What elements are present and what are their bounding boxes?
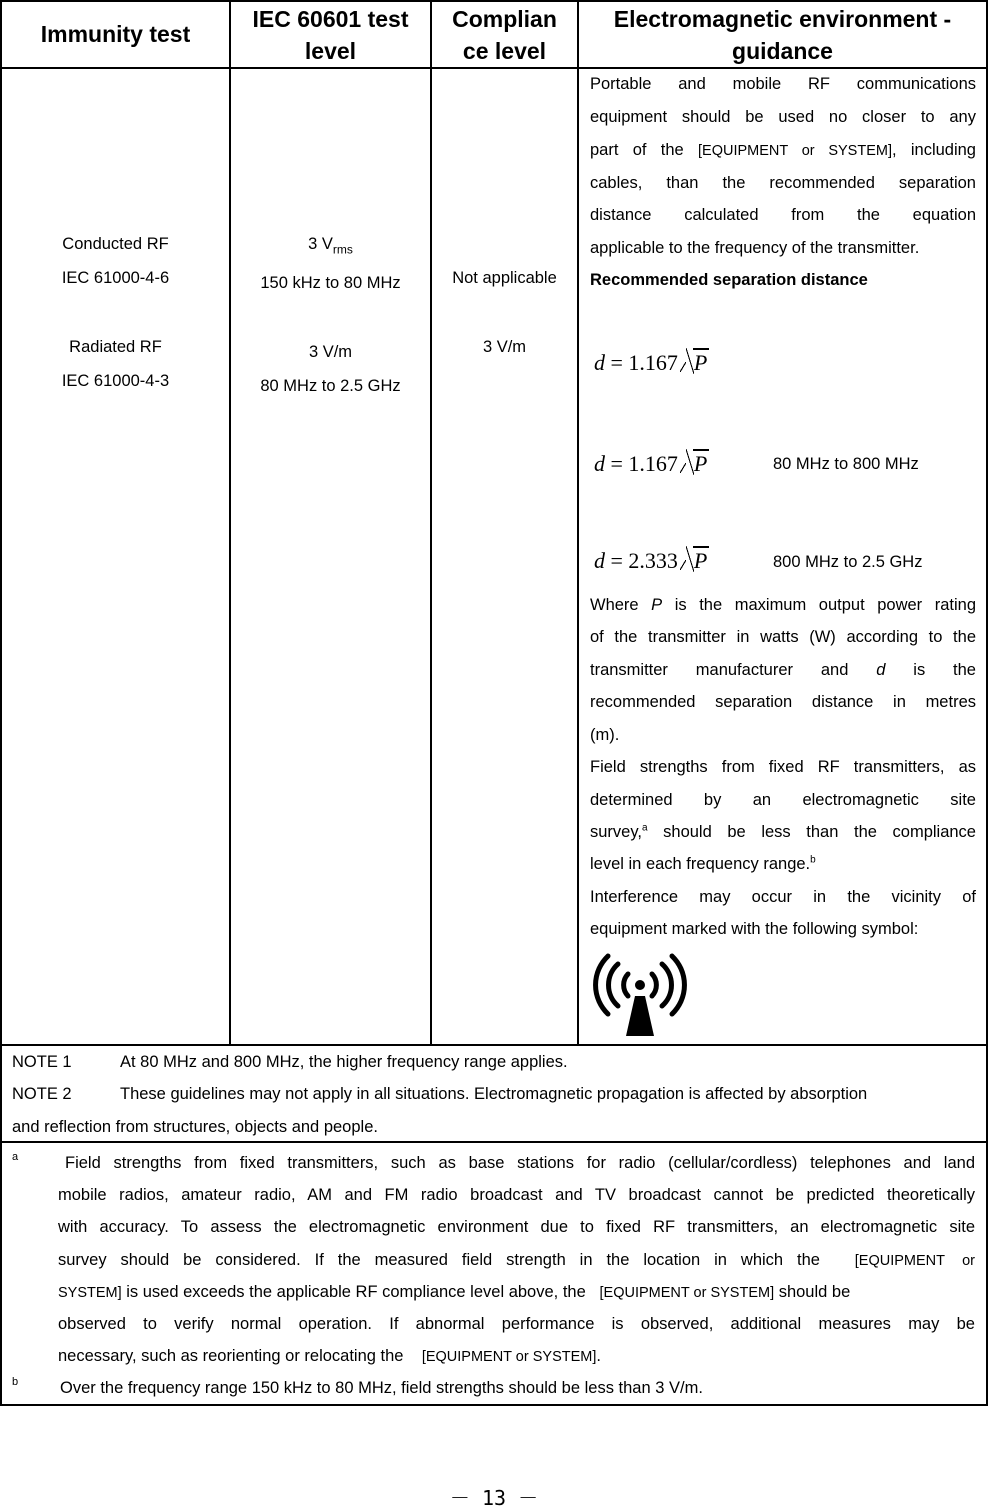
note-2-continuation: and reflection from structures, objects and people. <box>12 1118 378 1136</box>
equipment-system-placeholder: [EQUIPMENT or SYSTEM] <box>599 1285 775 1301</box>
equipment-system-placeholder: SYSTEM] <box>58 1285 122 1301</box>
equation-2: d = 1.167 P <box>594 451 708 476</box>
immunity-test-cell <box>2 227 229 398</box>
col-divider-1 <box>229 0 231 1046</box>
col-divider-2 <box>430 0 432 1046</box>
header-compliance-level <box>432 3 577 67</box>
footnote-a-line3: with accuracy. To assess the electromagnetic environment due to fixed RF transmitters, an electromagnetic site <box>58 1218 975 1236</box>
where-line3-var: d <box>876 661 886 679</box>
guidance-intro-line4: cables, than the recommended separation <box>590 174 976 192</box>
guidance-intro-line6: applicable to the frequency of the transmitter. <box>590 239 920 257</box>
guidance-intro-part-post: , including <box>891 141 976 159</box>
header-immunity-test: Immunity test <box>40 21 191 47</box>
footnote-a-line4 <box>58 1251 975 1270</box>
conducted-rf-label: Conducted RF <box>62 235 169 253</box>
where-line1-pre: Where <box>590 596 652 614</box>
note-2-text: These guidelines may not apply in all situations. Electromagnetic propagation is affected by absorption <box>120 1085 868 1103</box>
header-compliance-line1: Complian <box>452 6 557 32</box>
guidance-intro-part-pre: part of the <box>590 141 698 159</box>
equation-3-coef: 2.333 <box>628 548 678 573</box>
table-bottom-border <box>0 1404 988 1406</box>
guidance-intro-line2: equipment should be used no closer to any <box>590 108 976 126</box>
where-line4: recommended separation distance in metres <box>590 693 976 711</box>
footnote-a-line2: mobile radios, amateur radio, AM and FM radio broadcast and TV broadcast cannot be predicted theoretically <box>58 1186 975 1204</box>
footnote-a-line5-post: should be <box>774 1283 851 1301</box>
recommended-distance-heading: Recommended separation distance <box>590 271 868 289</box>
note-2-label: NOTE 2 <box>12 1085 72 1103</box>
header-test-level <box>231 3 430 67</box>
footnote-a-line6: observed to verify normal operation. If abnormal performance is observed, additional measures may be <box>58 1315 975 1333</box>
equation-2-var: d <box>594 451 605 476</box>
header-test-level-line2: level <box>304 38 357 64</box>
where-line5: (m). <box>590 726 620 744</box>
footnote-a-line7-pre: necessary, such as reorienting or relocating the <box>58 1347 404 1365</box>
equation-1: d = 1.167 P <box>594 350 708 375</box>
header-guidance-line2: guidance <box>732 38 833 64</box>
header-test-level-line1: IEC 60601 test <box>252 6 409 32</box>
footnote-a-line5-mid: is used exceeds the applicable RF compliance level above, the <box>121 1283 586 1301</box>
footnote-b-ref: b <box>810 854 816 866</box>
non-ionizing-radiation-icon <box>590 952 690 1038</box>
footnote-a-line7 <box>58 1347 601 1366</box>
field-line1: Field strengths from fixed RF transmitters, as <box>590 758 976 776</box>
equation-2-radicand: P <box>693 451 708 476</box>
sqrt-icon <box>680 350 707 376</box>
table-left-border <box>0 0 2 1406</box>
radiated-rf-label: Radiated RF <box>69 338 162 356</box>
note-1-label: NOTE 1 <box>12 1053 72 1071</box>
radiated-test-level: 3 V/m <box>308 343 353 362</box>
conducted-test-range: 150 kHz to 80 MHz <box>260 274 401 293</box>
sqrt-icon <box>680 548 707 574</box>
footnote-a-line7-post: . <box>596 1347 601 1365</box>
interference-line1: Interference may occur in the vicinity of <box>590 888 976 906</box>
conducted-test-level-subscript: rms <box>332 242 353 257</box>
sqrt-icon <box>680 451 707 477</box>
where-line2: of the transmitter in watts (W) according to the <box>590 628 976 646</box>
field-line2: determined by an electromagnetic site <box>590 791 976 809</box>
equipment-system-placeholder: [EQUIPMENT or SYSTEM] <box>421 1349 597 1365</box>
equation-1-coef: 1.167 <box>628 350 678 375</box>
footnote-a-line4-text: survey should be considered. If the measured field strength in the location in which the <box>58 1251 820 1269</box>
equation-2-range: 80 MHz to 800 MHz <box>773 455 919 473</box>
footnote-a-line1: Field strengths from fixed transmitters, such as base stations for radio (cellular/cordless) telephones and land <box>65 1154 975 1172</box>
footnote-a-ref: a <box>641 822 648 834</box>
field-line4 <box>590 855 976 874</box>
header-bottom-border <box>0 67 988 69</box>
footnote-b-text: Over the frequency range 150 kHz to 80 MHz, field strengths should be less than 3 V/m. <box>60 1379 703 1397</box>
equipment-system-placeholder: [EQUIPMENT or SYSTEM] <box>698 143 892 159</box>
note-1 <box>12 1046 72 1078</box>
guidance-intro-line1: Portable and mobile RF communications <box>590 75 976 93</box>
where-line3-pre: transmitter manufacturer and <box>590 661 877 679</box>
compliance-level-cell <box>432 261 577 364</box>
interference-line2: equipment marked with the following symbol: <box>590 920 919 938</box>
header-guidance-line1: Electromagnetic environment - <box>613 6 952 32</box>
conducted-compliance: Not applicable <box>452 269 557 287</box>
footnote-b-marker: b <box>12 1376 19 1388</box>
where-line1-var: P <box>651 596 663 614</box>
guidance-intro-line3 <box>590 141 976 160</box>
equation-3-radicand: P <box>693 548 708 573</box>
radiated-compliance: 3 V/m <box>482 338 527 356</box>
header-compliance-line2: ce level <box>462 38 547 64</box>
where-line3 <box>590 661 976 680</box>
header-guidance <box>579 3 986 67</box>
conducted-test-level <box>231 227 430 266</box>
equation-3: d = 2.333 P <box>594 548 708 573</box>
footnote-a-line5 <box>58 1283 975 1302</box>
where-line1 <box>590 596 976 615</box>
note-1-text: At 80 MHz and 800 MHz, the higher frequency range applies. <box>120 1053 568 1071</box>
equipment-system-placeholder: [EQUIPMENT or <box>819 1253 975 1269</box>
guidance-intro-line5: distance calculated from the equation <box>590 206 976 224</box>
radiated-rf-standard: IEC 61000-4-3 <box>61 372 170 390</box>
equation-1-radicand: P <box>693 350 708 375</box>
field-line3-post: should be less than the compliance <box>647 823 976 841</box>
equation-1-var: d <box>594 350 605 375</box>
where-line3-post: is the <box>885 661 976 679</box>
equation-2-coef: 1.167 <box>628 451 678 476</box>
table-top-border <box>0 0 988 2</box>
equation-3-var: d <box>594 548 605 573</box>
conducted-test-level-value: 3 V <box>308 235 333 253</box>
field-line4-pre: level in each frequency range. <box>590 855 811 873</box>
page-number: － 13 － <box>449 1486 539 1510</box>
test-level-cell <box>231 227 430 403</box>
conducted-rf-standard: IEC 61000-4-6 <box>61 269 170 287</box>
where-line1-post: is the maximum output power rating <box>662 596 977 614</box>
footnote-a-marker: a <box>12 1151 19 1163</box>
equation-3-range: 800 MHz to 2.5 GHz <box>773 553 923 571</box>
radiated-test-range: 80 MHz to 2.5 GHz <box>260 377 401 396</box>
field-line3-pre: survey, <box>590 823 642 841</box>
col-divider-3 <box>577 0 579 1046</box>
field-line3 <box>590 823 976 842</box>
